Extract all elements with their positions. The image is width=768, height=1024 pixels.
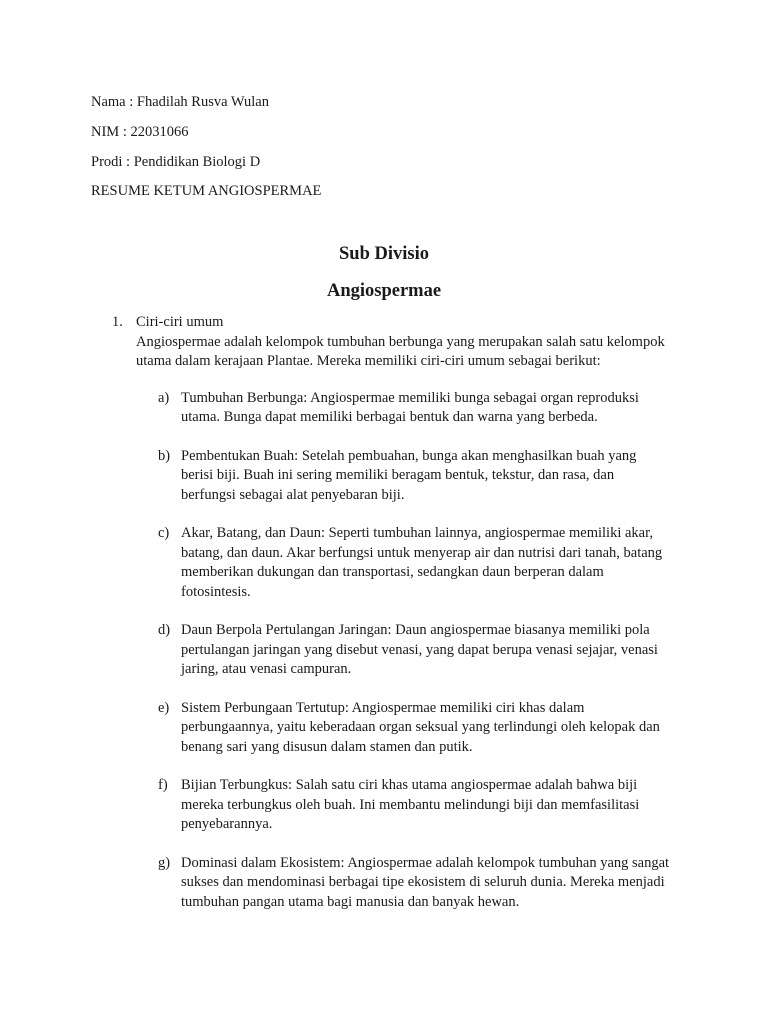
list-item <box>136 699 672 758</box>
list-item-text: Pembentukan Buah: Setelah pembuahan, bunga akan menghasilkan buah yang berisi biji. Buah ini sering memiliki beragam bentuk, tekstur, dan rasa, dan berfungsi sebagai alat penyebaran biji. <box>181 447 637 503</box>
sub-title: Angiospermae <box>326 281 442 301</box>
list-item-text: Tumbuhan Berbunga: Angiospermae memiliki bunga sebagai organ reproduksi utama. Bunga dapat memiliki berbagai bentuk dan warna yang berbeda. <box>181 389 639 425</box>
section-heading: Ciri-ciri umum <box>136 314 224 330</box>
section-number: 1. <box>112 314 123 330</box>
list-item <box>136 854 672 913</box>
main-title: Sub Divisio <box>339 244 429 264</box>
study-program: Prodi : Pendidikan Biologi D <box>91 154 261 170</box>
list-item <box>136 621 672 680</box>
student-nim: NIM : 22031066 <box>91 124 189 140</box>
list-item-text: Akar, Batang, dan Daun: Seperti tumbuhan lainnya, angiospermae memiliki akar, batang, dan daun. Akar berfungsi untuk menyerap air dan nutrisi dari tanah, batang memberikan dukungan dan transportasi, sedangkan daun berperan dalam fotosintesis. <box>181 525 663 600</box>
section-intro: Angiospermae adalah kelompok tumbuhan berbunga yang merupakan salah satu kelompok utama dalam kerajaan Plantae. Mereka memiliki ciri-ciri umum sebagai berikut: <box>136 333 665 369</box>
student-name: Nama : Fhadilah Rusva Wulan <box>91 94 269 110</box>
list-item-letter: b) <box>158 447 171 464</box>
list-item-letter: g) <box>158 854 171 871</box>
characteristics-list <box>136 389 672 913</box>
list-item-letter: e) <box>158 699 170 716</box>
section-body <box>136 313 672 912</box>
list-item-text: Dominasi dalam Ekosistem: Angiospermae adalah kelompok tumbuhan yang sangat sukses dan mendominasi berbagai tipe ekosistem di seluruh dunia. Mereka menjadi tumbuhan pangan utama bagi manusia dan banyak hewan. <box>181 854 670 910</box>
list-item <box>136 776 672 835</box>
list-item-letter: c) <box>158 525 170 541</box>
list-item <box>136 389 672 428</box>
section-ciri-ciri <box>112 313 672 931</box>
list-item-letter: a) <box>158 389 170 406</box>
list-item <box>136 524 672 602</box>
resume-title: RESUME KETUM ANGIOSPERMAE <box>91 183 322 199</box>
list-item-text: Daun Berpola Pertulangan Jaringan: Daun angiospermae biasanya memiliki pola pertulangan jaringan yang disebut venasi, yang dapat berupa venasi sejajar, venasi jaring, atau venasi campuran. <box>181 622 658 677</box>
list-item-text: Sistem Perbungaan Tertutup: Angiospermae memiliki ciri khas dalam perbungaannya, yaitu keberadaan organ seksual yang terlindungi oleh kelopak dan benang sari yang disusun dalam stamen dan putik. <box>181 699 660 755</box>
list-item-letter: f) <box>158 777 168 793</box>
list-item-letter: d) <box>158 622 171 638</box>
list-item-text: Bijian Terbungkus: Salah satu ciri khas utama angiospermae adalah bahwa biji mereka terbungkus oleh buah. Ini membantu melindungi biji dan memfasilitasi penyebarannya. <box>181 777 640 832</box>
list-item <box>136 447 672 506</box>
